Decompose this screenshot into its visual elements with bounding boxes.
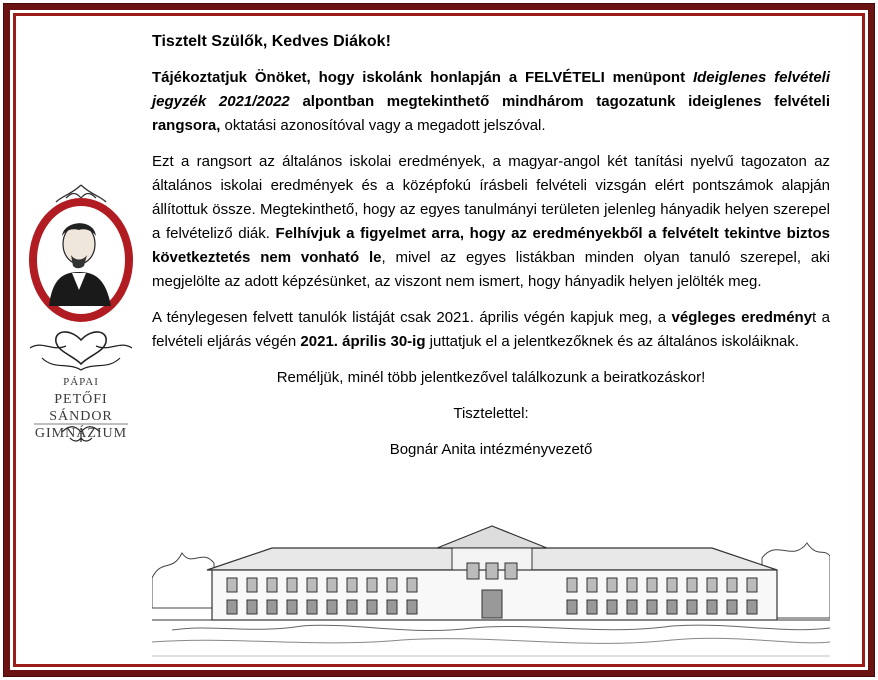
ranking-warning-bold: Felhívjuk a figyelmet arra, hogy az eredményekből a felvételt tekintve biztos következtetés nem vonható le: [152, 225, 831, 266]
final-bold-result: végleges eredmény: [671, 309, 813, 326]
intro-italic-link-name: Ideiglenes felvételi jegyzék 2021/2022: [152, 69, 831, 110]
intro-bold-1: Tájékoztatjuk Önöket, hogy iskolánk honlapján a FELVÉTELI menüpont: [152, 69, 693, 86]
regards-line: Tisztelettel:: [453, 405, 529, 422]
final-text-1: A ténylegesen felvett tanulók listáját csak 2021. április végén kapjuk meg, a: [152, 309, 672, 326]
ranking-text-2: , mivel az egyes listákban minden olyan tanuló szerepel, aki megjelölte az adott képzésünket, az viszont nem ismert, hogy hányadik helyen jelölték meg.: [152, 249, 830, 290]
intro-text-end: oktatási azonosítóval vagy a megadott jelszóval.: [220, 117, 546, 134]
intro-bold-2: alpontban megtekinthető mindhárom tagozatunk ideiglenes felvételi rangsora,: [152, 93, 830, 134]
school-building-sketch: [152, 518, 830, 660]
final-text-2: t a felvételi eljárás végén: [152, 309, 830, 350]
closing-line: Reméljük, minél több jelentkezővel találkozunk a beiratkozáskor!: [276, 369, 706, 386]
logo-line-papai: PÁPAI: [63, 376, 99, 388]
letter-body: [152, 30, 830, 474]
paragraph-ranking: [152, 150, 830, 294]
logo-line-gimnazium: GIMNÁZIUM: [34, 426, 128, 441]
logo-line-petofi-sandor: PETŐFI SÁNDOR: [49, 392, 113, 424]
final-text-3: juttatjuk el a jelentkezőknek és az általános iskoláiknak.: [425, 333, 800, 350]
paragraph-intro: [152, 66, 830, 138]
greeting-heading: Tisztelt Szülők, Kedves Diákok!: [152, 33, 391, 50]
signature-line: Bognár Anita intézményvezető: [389, 441, 593, 458]
school-name-block: [22, 374, 140, 442]
paragraph-final-results: [152, 306, 830, 354]
ranking-text-1: Ezt a rangsort az általános iskolai eredmények, a magyar-angol két tanítási nyelvű tagozaton az általános iskolai eredmények és a középfokú írásbeli felvételi vizsgán elért pontszámok alapján állítottuk össze. Megtekinthető, hogy az egyes tanulmányi területen jelenleg hányadik helyen szerepel a felvételiző diák.: [152, 153, 830, 242]
final-bold-date: 2021. április 30-ig: [300, 333, 426, 350]
